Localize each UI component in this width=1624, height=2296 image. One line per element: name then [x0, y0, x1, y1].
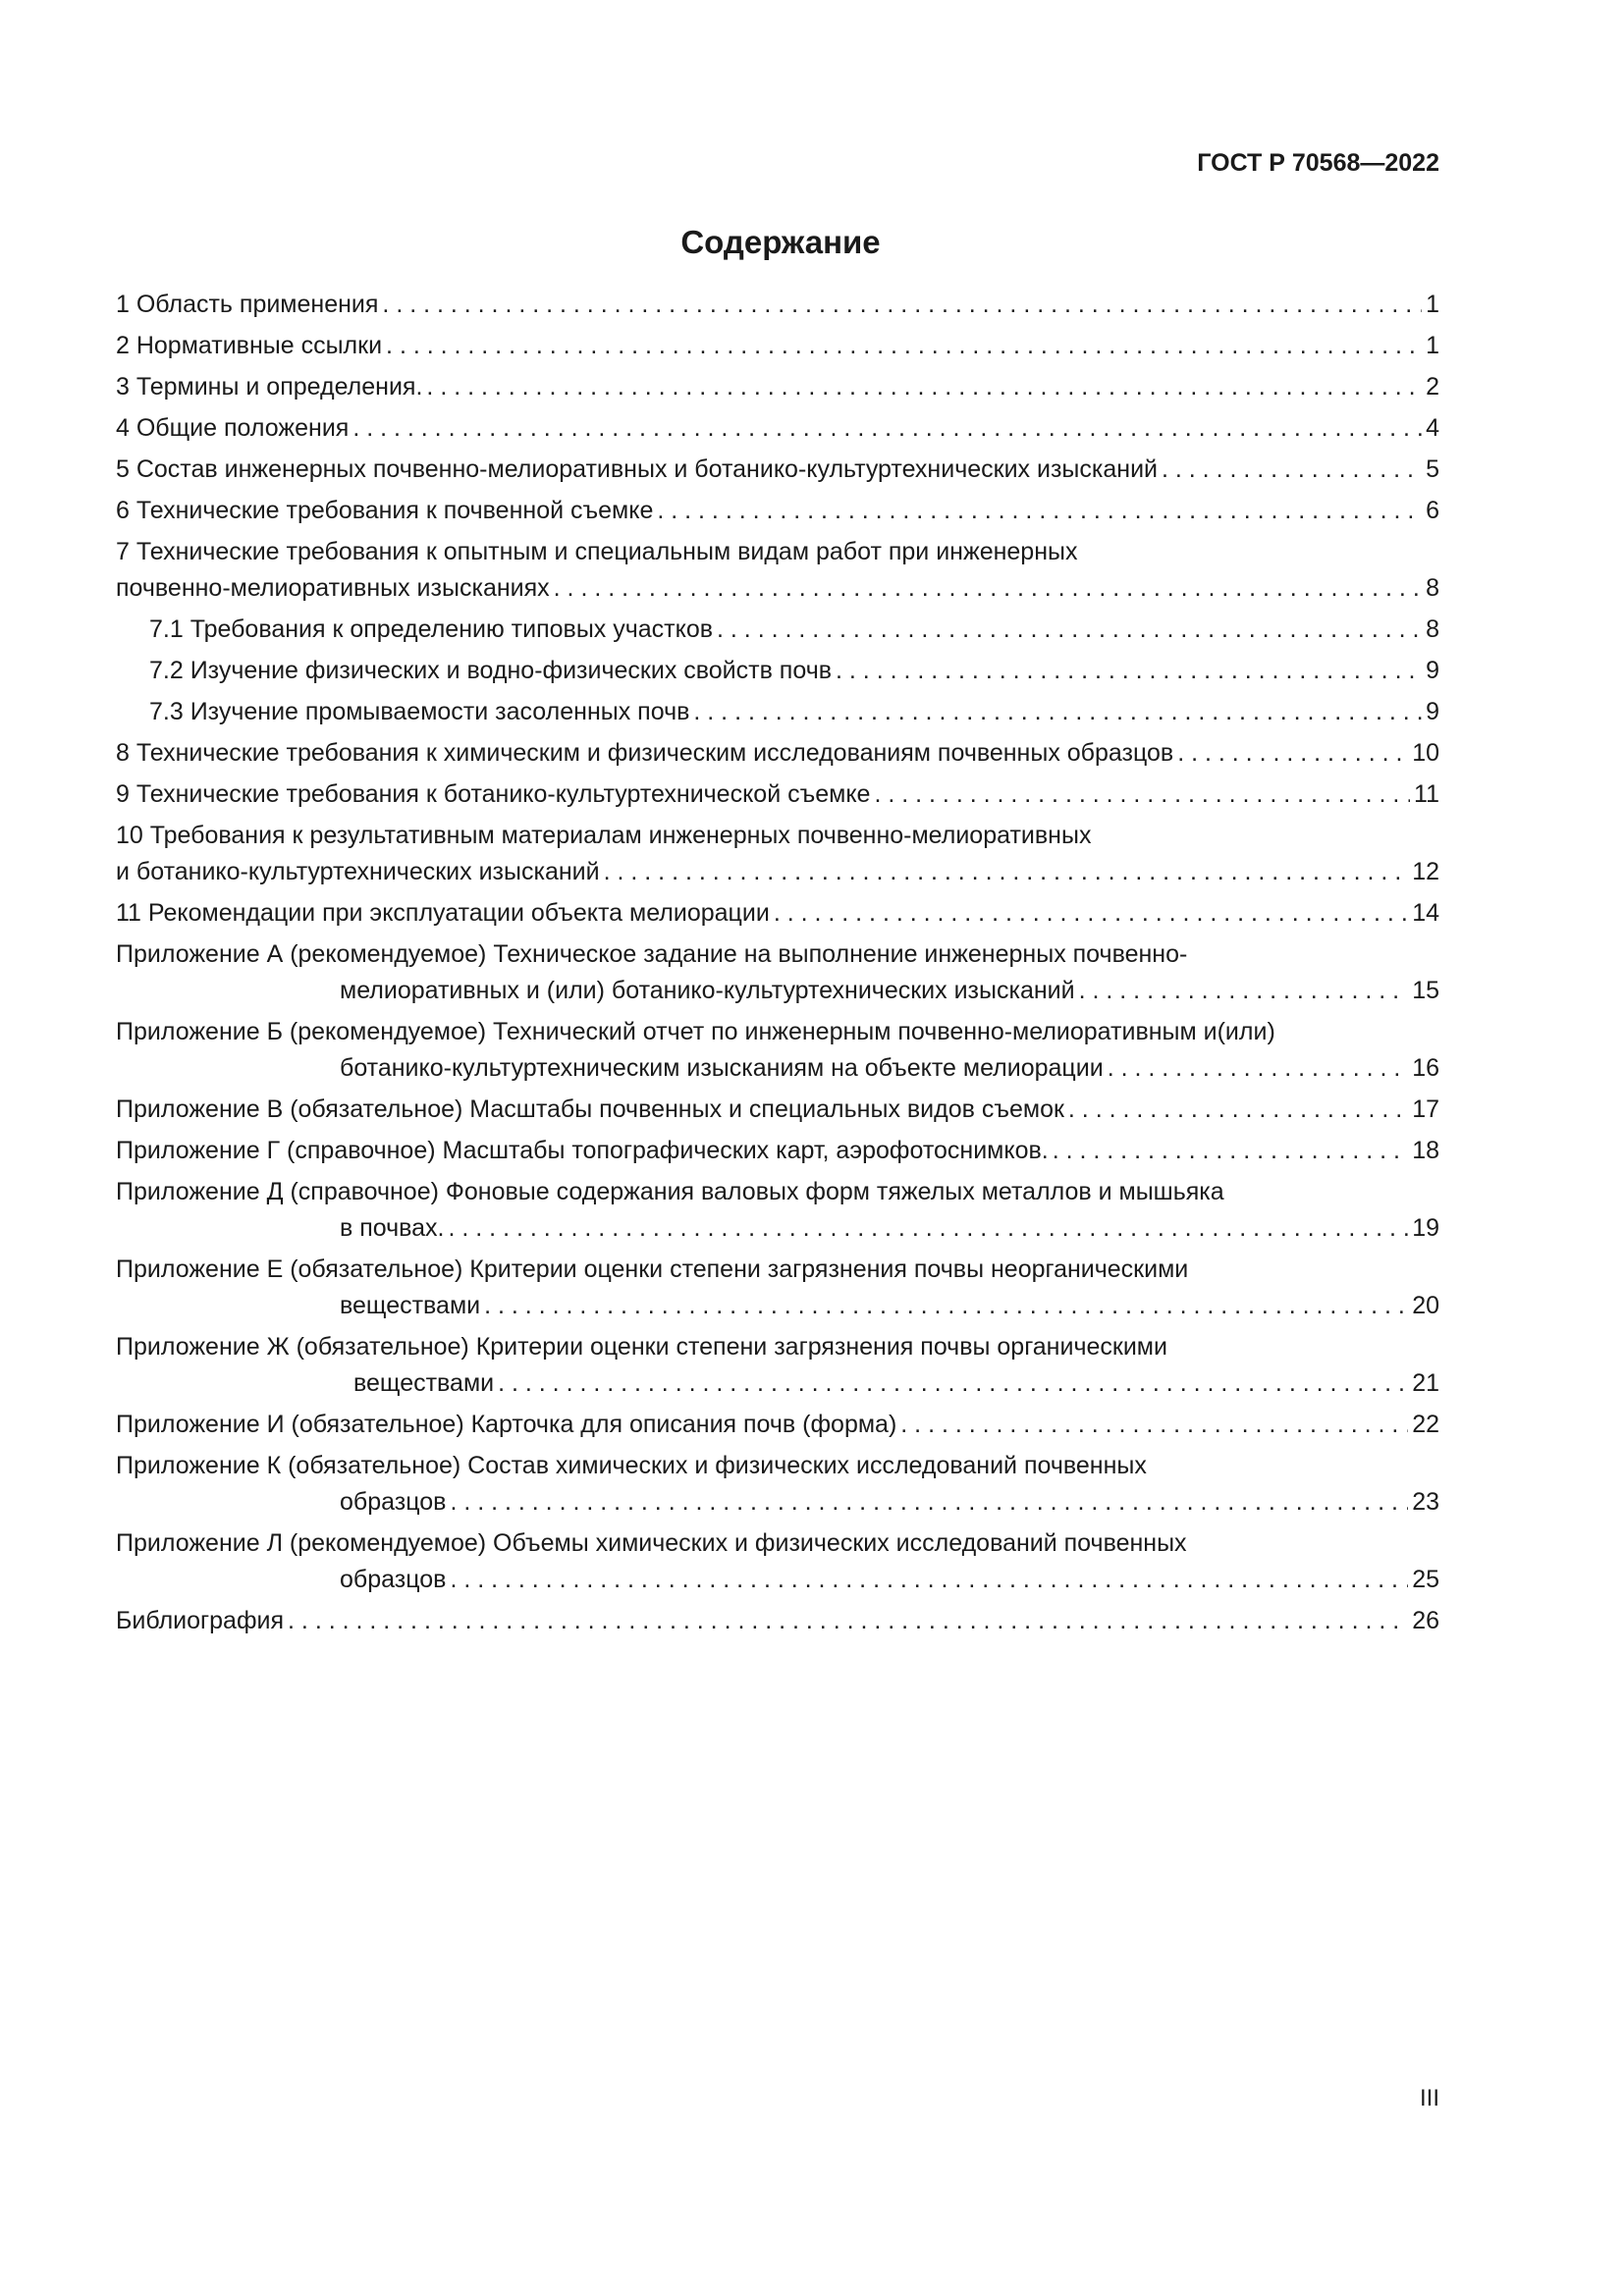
toc-page-number: 16 [1412, 1054, 1439, 1082]
dot-leader [836, 653, 1422, 689]
toc-page-number: 5 [1426, 455, 1439, 483]
toc-entry-title: 5 Состав инженерных почвенно-мелиоративных и ботанико-культуртехнических изысканий [116, 455, 1158, 483]
toc-page-number: 1 [1426, 291, 1439, 318]
dot-leader [1068, 1092, 1408, 1128]
page-title: Содержание [680, 224, 881, 260]
dot-leader [874, 776, 1410, 813]
toc-entry-title: веществами [353, 1369, 495, 1397]
document-code: ГОСТ Р 70568—2022 [1197, 149, 1439, 177]
toc-entry-title: Приложение В (обязательное) Масштабы почвенных и специальных видов съемок [116, 1095, 1064, 1123]
toc-entry-title: образцов [340, 1488, 447, 1516]
toc-entry-title: в почвах. [340, 1214, 445, 1242]
page-number: III [1419, 2085, 1439, 2111]
toc-page-number: 11 [1414, 780, 1439, 808]
toc-page-number: 9 [1426, 657, 1439, 684]
toc-entry-title-line: Приложение Б (рекомендуемое) Технический отчет по инженерным почвенно-мелиоративным и(или) [116, 1018, 1275, 1045]
toc-page-number: 26 [1412, 1607, 1439, 1634]
table-of-contents [116, 287, 1439, 1644]
toc-entry-appendix-d[interactable] [116, 1174, 1439, 1247]
dot-leader [657, 493, 1422, 529]
dot-leader [774, 895, 1408, 932]
toc-entry-appendix-i[interactable] [116, 1407, 1439, 1443]
toc-entry-10[interactable] [116, 818, 1439, 890]
toc-entry-2[interactable] [116, 328, 1439, 364]
toc-entry-title: 3 Термины и определения. [116, 373, 423, 400]
dot-leader [1177, 735, 1408, 772]
toc-entry-title: 7.2 Изучение физических и водно-физических свойств почв [149, 657, 833, 684]
toc-entry-title-line: Приложение Ж (обязательное) Критерии оценки степени загрязнения почвы органическими [116, 1333, 1167, 1361]
toc-entry-7-2[interactable] [116, 653, 1439, 689]
dot-leader [450, 1562, 1408, 1598]
toc-entry-7-1[interactable] [116, 612, 1439, 648]
toc-entry-appendix-g[interactable] [116, 1133, 1439, 1169]
dot-leader [449, 1210, 1409, 1247]
toc-entry-title-line: Приложение Д (справочное) Фоновые содержания валовых форм тяжелых металлов и мышьяка [116, 1178, 1224, 1205]
dot-leader [1053, 1133, 1408, 1169]
toc-page-number: 19 [1412, 1214, 1439, 1242]
dot-leader [604, 854, 1409, 890]
toc-page-number: 14 [1412, 899, 1439, 927]
toc-page-number: 22 [1412, 1411, 1439, 1438]
toc-entry-title: 6 Технические требования к почвенной съемке [116, 497, 654, 524]
toc-page-number: 8 [1426, 574, 1439, 602]
toc-page-number: 9 [1426, 698, 1439, 725]
toc-entry-9[interactable] [116, 776, 1439, 813]
dot-leader [693, 694, 1422, 730]
toc-entry-appendix-zh[interactable] [116, 1329, 1439, 1402]
toc-page-number: 4 [1426, 414, 1439, 442]
toc-entry-title: 2 Нормативные ссылки [116, 332, 383, 359]
toc-entry-title: почвенно-мелиоративных изысканиях [116, 574, 550, 602]
toc-entry-title-line: Приложение Л (рекомендуемое) Объемы химических и физических исследований почвенных [116, 1529, 1187, 1557]
toc-entry-4[interactable] [116, 410, 1439, 447]
dot-leader [1108, 1050, 1409, 1087]
toc-entry-title: 7.3 Изучение промываемости засоленных почв [149, 698, 690, 725]
toc-entry-title: Приложение И (обязательное) Карточка для описания почв (форма) [116, 1411, 897, 1438]
toc-entry-title: 8 Технические требования к химическим и физическим исследованиям почвенных образцов [116, 739, 1174, 767]
toc-entry-title: Библиография [116, 1607, 285, 1634]
dot-leader [498, 1365, 1408, 1402]
toc-page-number: 15 [1412, 977, 1439, 1004]
toc-page-number: 8 [1426, 615, 1439, 643]
dot-leader [1162, 452, 1422, 488]
toc-page-number: 6 [1426, 497, 1439, 524]
toc-entry-7[interactable] [116, 534, 1439, 607]
dot-leader [1079, 973, 1409, 1009]
toc-entry-title: 1 Область применения [116, 291, 379, 318]
toc-entry-title-line: 10 Требования к результативным материалам инженерных почвенно-мелиоративных [116, 822, 1092, 849]
toc-entry-1[interactable] [116, 287, 1439, 323]
toc-entry-title: 11 Рекомендации при эксплуатации объекта мелиорации [116, 899, 770, 927]
toc-entry-appendix-b[interactable] [116, 1014, 1439, 1087]
toc-entry-6[interactable] [116, 493, 1439, 529]
dot-leader [352, 410, 1422, 447]
toc-entry-7-3[interactable] [116, 694, 1439, 730]
dot-leader [382, 287, 1422, 323]
toc-page-number: 23 [1412, 1488, 1439, 1516]
toc-entry-5[interactable] [116, 452, 1439, 488]
toc-entry-title: веществами [340, 1292, 481, 1319]
toc-page-number: 12 [1412, 858, 1439, 885]
toc-entry-3[interactable] [116, 369, 1439, 405]
toc-page-number: 21 [1412, 1369, 1439, 1397]
dot-leader [717, 612, 1422, 648]
toc-entry-title: 7.1 Требования к определению типовых участков [149, 615, 714, 643]
toc-entry-appendix-k[interactable] [116, 1448, 1439, 1521]
toc-page-number: 17 [1412, 1095, 1439, 1123]
toc-entry-appendix-l[interactable] [116, 1525, 1439, 1598]
dot-leader [426, 369, 1422, 405]
toc-entry-title: 9 Технические требования к ботанико-культуртехнической съемке [116, 780, 871, 808]
toc-entry-title: 4 Общие положения [116, 414, 350, 442]
toc-entry-appendix-v[interactable] [116, 1092, 1439, 1128]
toc-entry-title-line: 7 Технические требования к опытным и специальным видам работ при инженерных [116, 538, 1078, 565]
toc-entry-appendix-e[interactable] [116, 1252, 1439, 1324]
dot-leader [900, 1407, 1408, 1443]
dot-leader [484, 1288, 1408, 1324]
toc-page-number: 1 [1426, 332, 1439, 359]
dot-leader [554, 570, 1422, 607]
toc-entry-title: и ботанико-культуртехнических изысканий [116, 858, 600, 885]
toc-page-number: 25 [1412, 1566, 1439, 1593]
toc-page-number: 20 [1412, 1292, 1439, 1319]
toc-page-number: 2 [1426, 373, 1439, 400]
dot-leader [386, 328, 1422, 364]
dot-leader [288, 1603, 1408, 1639]
toc-entry-title-line: Приложение К (обязательное) Состав химических и физических исследований почвенных [116, 1452, 1147, 1479]
toc-entry-appendix-a[interactable] [116, 936, 1439, 1009]
toc-entry-title: образцов [340, 1566, 447, 1593]
toc-entry-11[interactable] [116, 895, 1439, 932]
toc-page-number: 10 [1412, 739, 1439, 767]
toc-page-number: 18 [1412, 1137, 1439, 1164]
toc-entry-8[interactable] [116, 735, 1439, 772]
toc-entry-bibliography[interactable] [116, 1603, 1439, 1639]
toc-entry-title: мелиоративных и (или) ботанико-культуртехнических изысканий [340, 977, 1075, 1004]
toc-entry-title-line: Приложение А (рекомендуемое) Техническое задание на выполнение инженерных почвенно- [116, 940, 1188, 968]
dot-leader [450, 1484, 1408, 1521]
toc-entry-title: ботанико-культуртехническим изысканиям на объекте мелиорации [340, 1054, 1104, 1082]
toc-entry-title: Приложение Г (справочное) Масштабы топографических карт, аэрофотоснимков. [116, 1137, 1049, 1164]
toc-entry-title-line: Приложение Е (обязательное) Критерии оценки степени загрязнения почвы неорганическими [116, 1255, 1189, 1283]
